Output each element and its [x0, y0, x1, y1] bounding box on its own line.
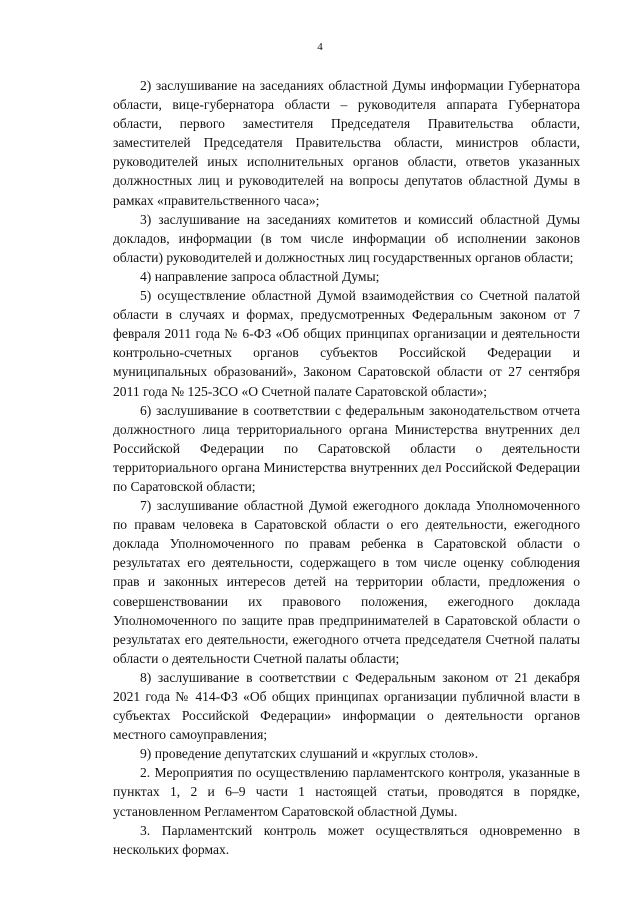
paragraph-item-7: 7) заслушивание областной Думой ежегодного доклада Уполномоченного по правам человека в Саратовской области о его деятельности, ежегодного доклада Уполномоченного по правам ребенка в Саратовской области о результатах его деятельности, содержащего в том числе оценку соблюдения прав и законных интересов детей на территории области, предложения о совершенствовании их правового положения, ежегодного доклада Уполномоченного по защите прав предпринимателей в Саратовской области о результатах его деятельности, ежегодного отчета председателя Счетной палаты области о деятельности Счетной палаты области;	[113, 498, 580, 666]
paragraph-item-4: 4) направление запроса областной Думы;	[140, 268, 380, 284]
paragraph-part-2: 2. Мероприятия по осуществлению парламентского контроля, указанные в пунктах 1, 2 и 6–9 части 1 настоящей статьи, проводятся в порядке, установленном Регламентом Саратовской областной Думы.	[113, 765, 580, 819]
paragraph-part-3: 3. Парламентский контроль может осуществляться одновременно в нескольких формах.	[113, 822, 580, 857]
paragraph-item-5: 5) осуществление областной Думой взаимодействия со Счетной палатой области в случаях и формах, предусмотренных Федеральным законом от 7 февраля 2011 года № 6-ФЗ «Об общих принципах организации и деятельности контрольно-счетных органов субъектов Российской Федерации и муниципальных образований», Законом Саратовской области от 27 сентября 2011 года № 125-ЗСО «О Счетной палате Саратовской области»;	[113, 288, 580, 399]
paragraph-item-2: 2) заслушивание на заседаниях областной Думы информации Губернатора области, вице-губернатора области – руководителя аппарата Губернатора области, первого заместителя Председателя Правительства области, заместителей Председателя Правительства области, министров области, руководителей иных исполнительных органов области, ответов указанных должностных лиц и руководителей на вопросы депутатов областной Думы в рамках «правительственного часа»;	[113, 78, 580, 208]
paragraph-item-9: 9) проведение депутатских слушаний и «круглых столов».	[140, 746, 479, 762]
document-body	[113, 76, 580, 859]
paragraph-item-8: 8) заслушивание в соответствии с Федеральным законом от 21 декабря 2021 года № 414-ФЗ «Об общих принципах организации публичной власти в субъектах Российской Федерации» информации о деятельности органов местного самоуправления;	[113, 669, 580, 743]
paragraph-item-3: 3) заслушивание на заседаниях комитетов и комиссий областной Думы докладов, информации (в том числе информации об исполнении законов области) руководителей и должностных лиц государственных органов области;	[113, 211, 580, 265]
page-number: 4	[317, 41, 323, 53]
paragraph-item-6: 6) заслушивание в соответствии с федеральным законодательством отчета должностного лица территориального органа Министерства внутренних дел Российской Федерации по Саратовской области о деятельности территориального органа Министерства внутренних дел Российской Федерации по Саратовской области;	[113, 402, 580, 494]
